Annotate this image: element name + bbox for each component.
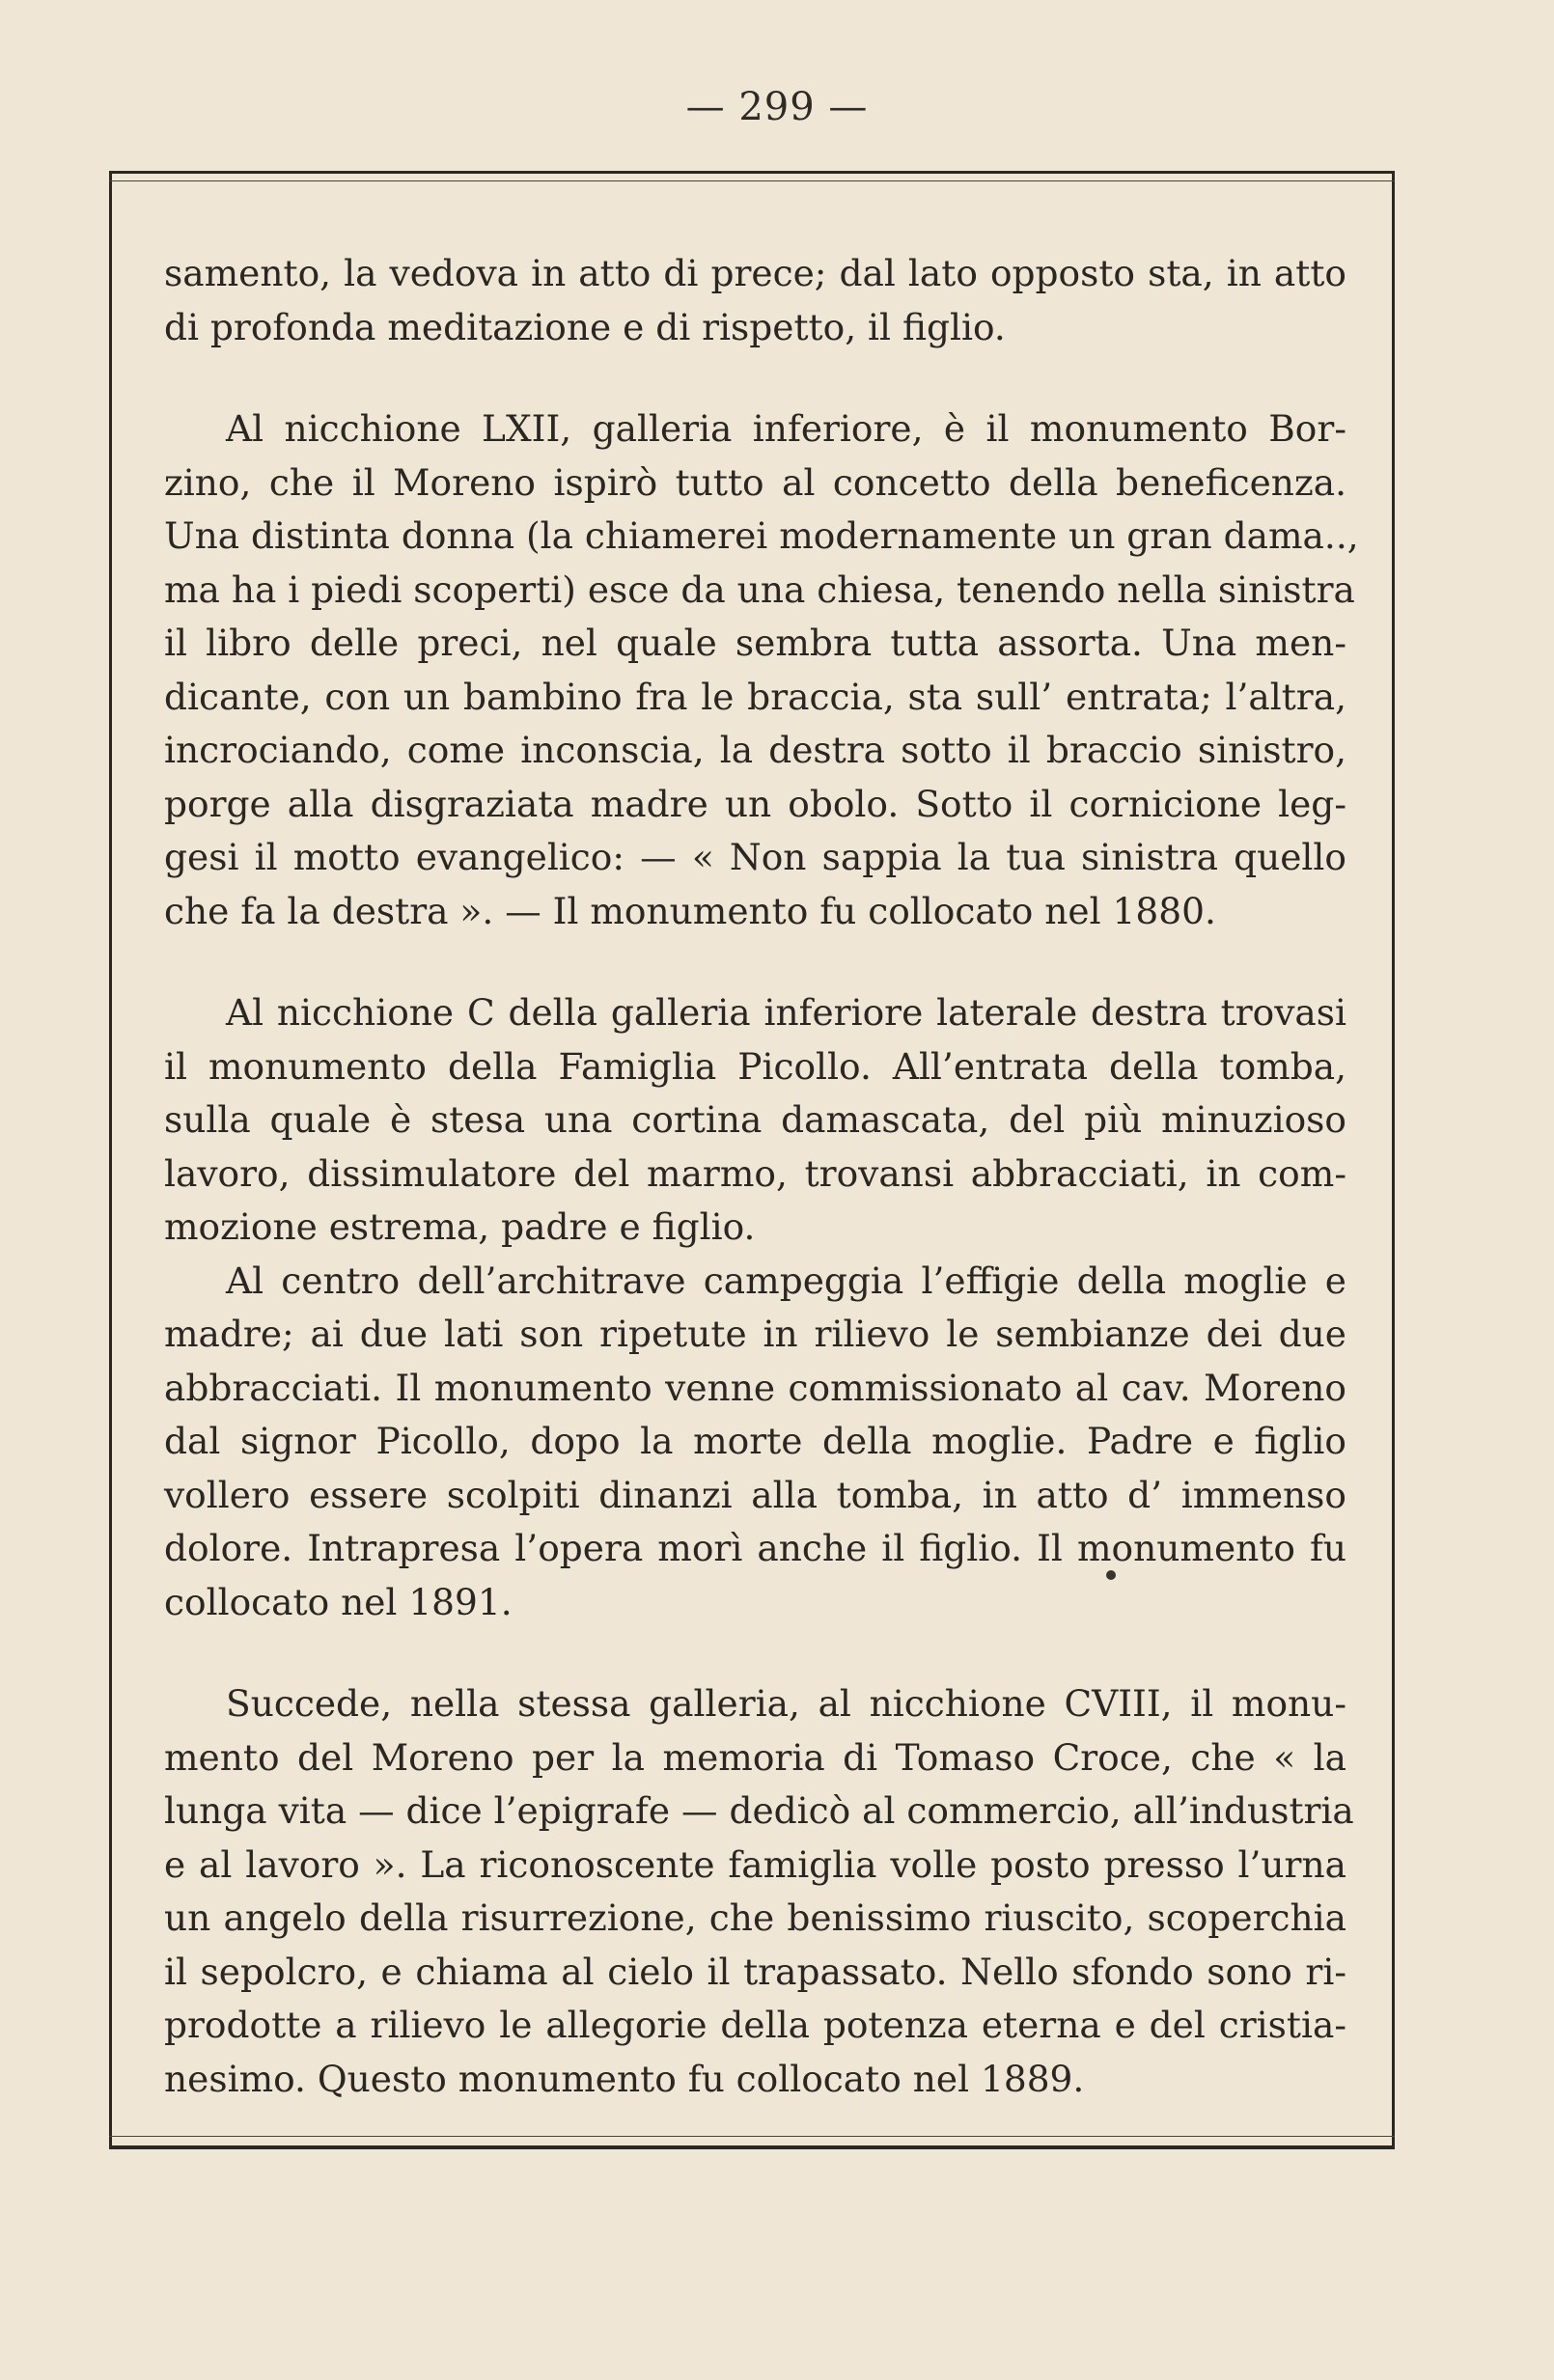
text-line: sulla quale è stesa una cortina damascata, del più minuzioso	[164, 1098, 1346, 1141]
text-line: Al centro dell’architrave campeggia l’effigie della moglie e	[226, 1259, 1346, 1302]
text-line: di profonda meditazione e di rispetto, il figlio.	[164, 305, 1006, 348]
text-line: dolore. Intrapresa l’opera morì anche il figlio. Il monumento fu	[164, 1527, 1346, 1569]
text-line: zino, che il Moreno ispirò tutto al concetto della beneficenza.	[164, 460, 1346, 504]
text-line: il sepolcro, e chiama al cielo il trapassato. Nello sfondo sono ri-	[164, 1950, 1346, 1993]
text-line: mento del Moreno per la memoria di Tomaso Croce, che « la	[164, 1735, 1346, 1779]
text-line: che fa la destra ». — Il monumento fu collocato nel 1880.	[164, 889, 1216, 932]
paragraph-5	[164, 1677, 1354, 2106]
page-number: — 299 —	[685, 85, 869, 129]
text-line: prodotte a rilievo le allegorie della potenza eterna e del cristia-	[164, 2004, 1346, 2046]
text-line: Al nicchione C della galleria inferiore laterale destra trovasi	[226, 991, 1346, 1034]
text-line: abbracciati. Il monumento venne commissionato al cav. Moreno	[164, 1366, 1346, 1409]
paragraph-4	[164, 1255, 1346, 1630]
text-line: un angelo della risurrezione, che benissimo riuscito, scoperchia	[164, 1896, 1346, 1939]
text-line: vollero essere scolpiti dinanzi alla tomba, in atto d’ immenso	[164, 1473, 1346, 1516]
text-line: il libro delle preci, nel quale sembra tutta assorta. Una men-	[164, 622, 1346, 664]
text-line: samento, la vedova in atto di prece; dal lato opposto sta, in atto	[164, 252, 1346, 294]
text-line: nesimo. Questo monumento fu collocato nel 1889.	[164, 2057, 1085, 2100]
paragraph-2	[164, 402, 1359, 938]
text-line: Una distinta donna (la chiamerei modernamente un gran dama..,	[164, 514, 1359, 557]
text-line: gesi il motto evangelico: — « Non sappia la tua sinistra quello	[164, 836, 1346, 878]
text-line: madre; ai due lati son ripetute in rilievo le sembianze dei due	[164, 1313, 1346, 1355]
text-line: il monumento della Famiglia Picollo. All’entrata della tomba,	[164, 1044, 1346, 1088]
text-line: incrociando, come inconscia, la destra sotto il braccio sinistro,	[164, 729, 1346, 771]
ink-dot	[1106, 1570, 1116, 1580]
text-line: ma ha i piedi scoperti) esce da una chiesa, tenendo nella sinistra	[164, 567, 1355, 611]
text-line: dal signor Picollo, dopo la morte della moglie. Padre e figlio	[164, 1420, 1346, 1462]
text-line: lavoro, dissimulatore del marmo, trovansi abbracciati, in com-	[164, 1151, 1346, 1195]
text-line: Al nicchione LXII, galleria inferiore, è il monumento Bor-	[226, 407, 1346, 450]
text-line: dicante, con un bambino fra le braccia, sta sull’ entrata; l’altra,	[164, 675, 1346, 718]
body-text	[164, 247, 1359, 2106]
text-line: collocato nel 1891.	[164, 1580, 513, 1623]
text-line: lunga vita — dice l’epigrafe — dedicò al commercio, all’industria	[164, 1789, 1354, 1832]
paragraph-1	[164, 247, 1346, 354]
text-line: Succede, nella stessa galleria, al nicchione CVIII, il monu-	[226, 1682, 1346, 1725]
text-line: e al lavoro ». La riconoscente famiglia volle posto presso l’urna	[164, 1842, 1346, 1886]
paragraph-3	[164, 986, 1346, 1255]
text-line: porge alla disgraziata madre un obolo. Sotto il cornicione leg-	[164, 782, 1346, 825]
text-line: mozione estrema, padre e figlio.	[164, 1205, 756, 1248]
